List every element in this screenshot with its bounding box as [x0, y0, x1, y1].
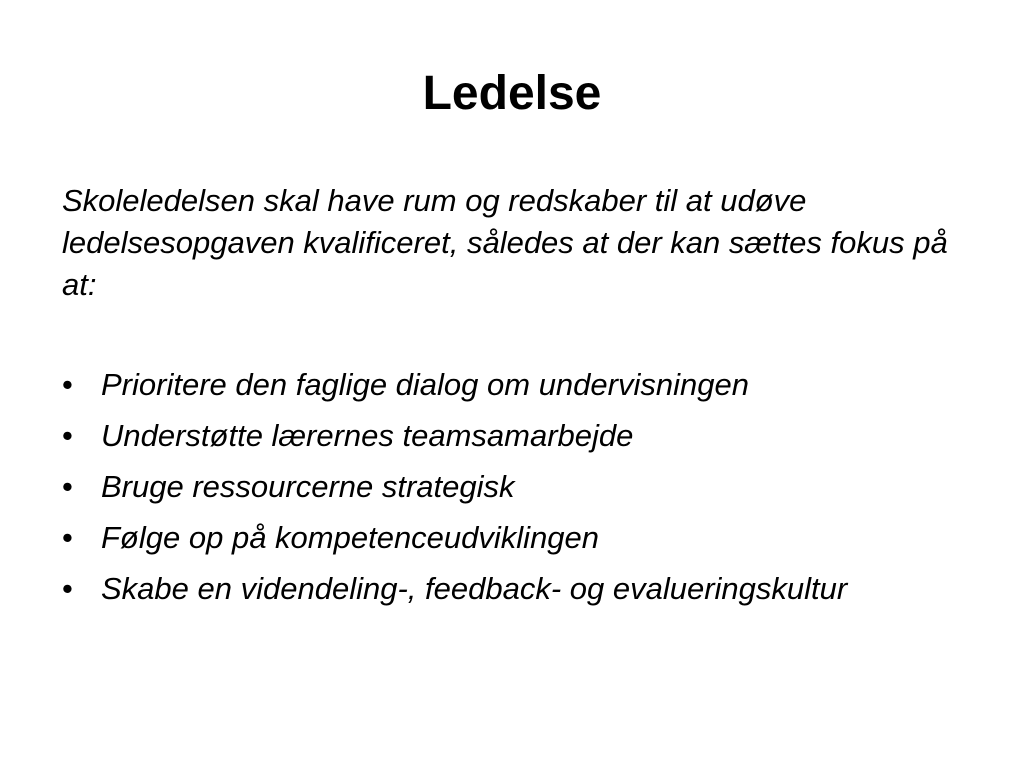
- intro-paragraph: Skoleledelsen skal have rum og redskaber til at udøve ledelsesopgaven kvalificeret, således at der kan sættes fokus på at:: [62, 183, 948, 302]
- bullet-item: [62, 466, 962, 508]
- bullet-item: [62, 568, 962, 610]
- bullet-icon: •: [62, 571, 73, 606]
- bullet-text: Følge op på kompetenceudviklingen: [101, 520, 600, 555]
- bullet-icon: •: [62, 418, 73, 453]
- bullet-text: Bruge ressourcerne strategisk: [101, 469, 515, 504]
- bullet-text: Understøtte lærernes teamsamarbejde: [101, 418, 634, 453]
- bullet-text: Prioritere den faglige dialog om undervisningen: [101, 367, 749, 402]
- bullet-icon: •: [62, 367, 73, 402]
- bullet-item: [62, 364, 962, 406]
- bullet-icon: •: [62, 469, 73, 504]
- bullet-text: Skabe en videndeling-, feedback- og evalueringskultur: [101, 571, 848, 606]
- bullet-item: [62, 517, 962, 559]
- bullet-item: [62, 415, 962, 457]
- bullet-icon: •: [62, 520, 73, 555]
- bullet-list: [62, 364, 962, 619]
- slide-title: Ledelse: [422, 67, 602, 120]
